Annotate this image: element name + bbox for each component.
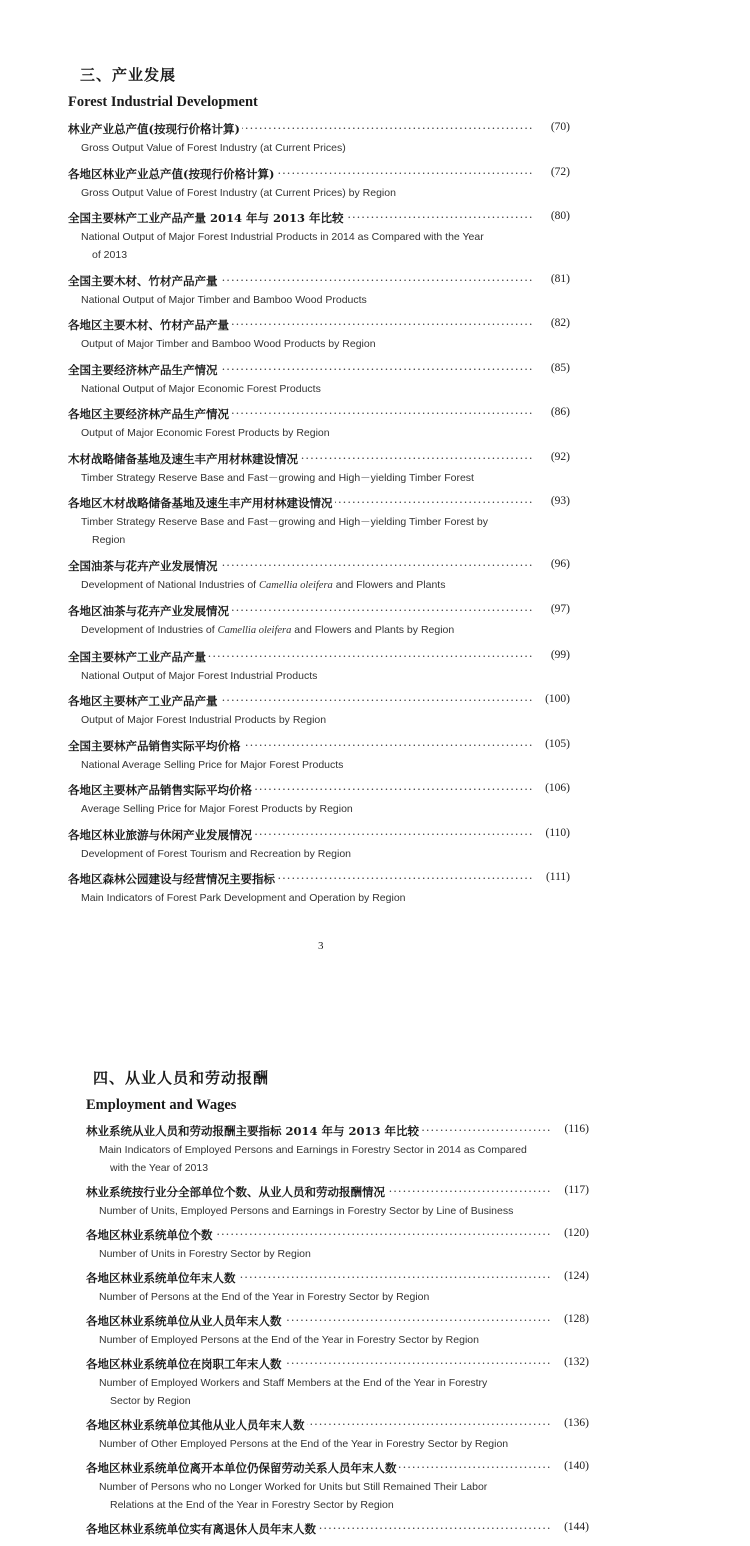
toc-entry-title-en-line1: Number of Employed Persons at the End of the Year in Forestry Sector by Region <box>99 1334 479 1346</box>
toc-entry-title-en <box>68 469 570 487</box>
toc-entry-title-en-line1: Main Indicators of Forest Park Development and Operation by Region <box>81 892 406 904</box>
toc-entry[interactable] <box>86 1123 589 1177</box>
toc-entry-title-line <box>86 1356 589 1374</box>
toc-entry-title-en-line1: National Output of Major Forest Industrial Products in 2014 as Compared with the Year <box>81 231 484 243</box>
toc-entry-title-zh: 全国主要木材、竹材产品产量 <box>68 273 218 288</box>
toc-entry-page: (132) <box>564 1356 589 1368</box>
toc-entry-page: (106) <box>545 782 570 794</box>
toc-entry-title-en <box>68 335 570 353</box>
toc-entry-title-en-line2: Region <box>92 534 126 546</box>
toc-entry-title-en-line1: National Output of Major Economic Forest Products <box>81 382 321 395</box>
toc-entry[interactable] <box>68 406 570 442</box>
toc-entry-title-line <box>68 782 570 800</box>
toc-entry[interactable] <box>68 693 570 729</box>
toc-entry-title-zh: 各地区林业产业总产值(按现行价格计算) <box>68 166 275 181</box>
toc-entry-title-line <box>68 273 570 291</box>
toc-entry-title-en-line2: with the Year of 2013 <box>110 1162 209 1174</box>
toc-entry-title-en <box>86 1435 589 1453</box>
section-title-en-employment: Employment and Wages <box>86 1097 237 1113</box>
toc-entry-title-en <box>68 184 570 202</box>
toc-entry-title-en-part: Development of Industries of <box>81 624 218 636</box>
toc-entry-title-en-line2: of 2013 <box>92 249 128 261</box>
toc-entry-title-en <box>86 1331 589 1349</box>
toc-entry[interactable] <box>68 317 570 353</box>
toc-entry-title-en <box>68 889 570 907</box>
toc-entry-title-zh: 全国主要林产工业产品产量 2014 年与 2013 年比较 <box>68 211 344 225</box>
toc-entry-title-line <box>86 1460 589 1478</box>
toc-entry[interactable] <box>68 871 570 907</box>
toc-entry[interactable] <box>68 603 570 640</box>
section-title-zh-industry: 三、产业发展 <box>80 66 177 84</box>
toc-entry-page: (144) <box>564 1521 589 1533</box>
toc-entry-title-zh: 各地区木材战略储备基地及速生丰产用材林建设情况 <box>68 496 333 510</box>
toc-entry-title-zh: 各地区林业系统单位离开本单位仍保留劳动关系人员年末人数 <box>86 1461 397 1475</box>
toc-entry-title-line <box>86 1227 589 1245</box>
toc-entry[interactable] <box>68 451 570 487</box>
toc-entry[interactable] <box>68 495 570 549</box>
toc-entry-page: (117) <box>564 1184 589 1196</box>
toc-entry-title-en <box>68 621 570 640</box>
toc-list-industry <box>68 121 570 916</box>
toc-entry[interactable] <box>86 1184 589 1220</box>
toc-entry-title-en <box>86 1202 589 1220</box>
toc-entry-page: (128) <box>564 1313 589 1325</box>
toc-entry-title-en <box>68 424 570 442</box>
toc-entry-title-en <box>68 667 570 685</box>
toc-entry[interactable] <box>86 1227 589 1263</box>
toc-entry-title-en-line2: Sector by Region <box>110 1395 191 1407</box>
toc-entry-title-zh: 全国油茶与花卉产业发展情况 <box>68 558 218 573</box>
toc-entry-title-en <box>68 139 570 157</box>
toc-entry-title-line <box>68 603 570 621</box>
toc-entry-page: (85) <box>550 361 570 374</box>
toc-entry-title-en <box>86 1245 589 1263</box>
toc-entry-title-line <box>86 1521 589 1539</box>
toc-entry[interactable] <box>68 649 570 685</box>
toc-entry-title-zh: 各地区主要木材、竹材产品产量 <box>68 318 229 332</box>
toc-entry-title-zh: 各地区林业系统单位从业人员年末人数 <box>86 1314 282 1328</box>
toc-entry-title-en <box>86 1288 589 1306</box>
toc-entry-title-line <box>68 362 570 380</box>
toc-entry-title-zh: 各地区林业系统单位其他从业人员年末人数 <box>86 1418 305 1432</box>
toc-entry-title-line <box>68 649 570 667</box>
toc-entry-title-line <box>86 1417 589 1435</box>
toc-entry-title-en-line1: Timber Strategy Reserve Base and Fast－growing and High－yielding Timber Forest <box>81 471 474 484</box>
toc-entry-title-zh: 林业产业总产值(按现行价格计算) <box>68 122 240 136</box>
toc-entry-title-line <box>68 693 570 711</box>
toc-entry-title-en-line2: Relations at the End of the Year in Forestry Sector by Region <box>110 1499 394 1511</box>
toc-entry-title-line <box>68 166 570 184</box>
toc-entry-page: (81) <box>550 272 570 285</box>
toc-entry-title-line <box>68 451 570 469</box>
toc-entry-page: (140) <box>564 1460 589 1472</box>
toc-entry[interactable] <box>68 558 570 595</box>
toc-entry-title-en-line1: Main Indicators of Employed Persons and Earnings in Forestry Sector in 2014 as Compared <box>99 1144 527 1156</box>
toc-entry-page: (111) <box>545 871 570 883</box>
toc-entry-page: (86) <box>550 406 570 418</box>
toc-entry-page: (100) <box>545 693 570 705</box>
toc-entry-page: (124) <box>564 1270 589 1282</box>
toc-entry-title-en <box>68 228 570 264</box>
toc-entry-title-en-line1: Timber Strategy Reserve Base and Fast－growing and High－yielding Timber Forest by <box>81 516 488 528</box>
toc-entry-title-en <box>68 845 570 863</box>
toc-entry-page: (72) <box>550 165 570 178</box>
toc-entry-title-zh: 各地区油茶与花卉产业发展情况 <box>68 604 229 618</box>
toc-entry-title-en-line1: Number of Persons at the End of the Year in Forestry Sector by Region <box>99 1291 430 1303</box>
toc-entry-title-line <box>68 558 570 576</box>
page-number: 3 <box>318 940 324 952</box>
toc-entry-title-zh: 各地区林业系统单位在岗职工年末人数 <box>86 1357 282 1371</box>
toc-entry-title-en-line1: National Average Selling Price for Major Forest Products <box>81 758 344 771</box>
toc-entry-title-zh: 各地区主要经济林产品生产情况 <box>68 407 229 421</box>
toc-entry-title-en <box>68 800 570 818</box>
toc-entry-title-en-line1: National Output of Major Timber and Bamboo Wood Products <box>81 293 367 306</box>
toc-entry[interactable] <box>68 273 570 309</box>
toc-entry[interactable] <box>86 1417 589 1453</box>
toc-entry-title-en-part: and Flowers and Plants <box>332 578 446 591</box>
toc-entry-title-en <box>86 1478 589 1514</box>
toc-entry-title-en <box>86 1374 589 1410</box>
toc-entry-title-en-line1: Development of Forest Tourism and Recreation by Region <box>81 847 352 860</box>
toc-entry-title-en-line1: Output of Major Economic Forest Products by Region <box>81 427 330 439</box>
toc-entry-title-en <box>68 711 570 729</box>
toc-entry-title-en-line1: Number of Persons who no Longer Worked for Units but Still Remained Their Labor <box>99 1481 488 1493</box>
toc-entry[interactable] <box>86 1313 589 1349</box>
toc-entry-title-en-line1: National Output of Major Forest Industrial Products <box>81 669 318 682</box>
toc-entry-title-en-line1: Output of Major Timber and Bamboo Wood Products by Region <box>81 338 376 350</box>
toc-entry-title-zh: 各地区林业系统单位个数 <box>86 1228 213 1242</box>
toc-entry-title-en-line1: Average Selling Price for Major Forest Products by Region <box>81 803 353 815</box>
toc-entry-title-line <box>68 827 570 845</box>
toc-entry-page: (105) <box>545 737 570 750</box>
toc-entry[interactable] <box>86 1270 589 1306</box>
toc-entry-page: (99) <box>550 648 570 661</box>
toc-entry-title-en-part: Development of National Industries of <box>81 578 260 591</box>
species-name: Camellia oleifera <box>259 579 333 591</box>
toc-list-employment <box>86 1123 589 1546</box>
toc-entry-title-en <box>68 380 570 398</box>
toc-entry-title-en-part: and Flowers and Plants by Region <box>291 624 455 636</box>
toc-entry-title-line <box>68 210 570 228</box>
toc-entry-title-zh: 林业系统按行业分全部单位个数、从业人员和劳动报酬情况 <box>86 1185 385 1199</box>
toc-entry-title-zh: 各地区森林公园建设与经营情况主要指标 <box>68 872 275 886</box>
toc-entry[interactable] <box>68 121 570 157</box>
toc-entry-page: (92) <box>550 450 570 463</box>
toc-entry[interactable] <box>68 362 570 398</box>
toc-entry-title-en <box>68 291 570 309</box>
toc-entry-page: (80) <box>550 210 570 222</box>
toc-entry-page: (97) <box>550 603 570 615</box>
toc-entry[interactable] <box>68 738 570 774</box>
toc-entry-title-zh: 林业系统从业人员和劳动报酬主要指标 2014 年与 2013 年比较 <box>86 1124 420 1138</box>
toc-entry-title-en-line1: Output of Major Forest Industrial Products by Region <box>81 714 327 726</box>
toc-entry-page: (82) <box>550 317 570 329</box>
toc-entry[interactable] <box>68 210 570 264</box>
toc-entry-title-en <box>68 576 570 595</box>
toc-entry-title-zh: 木材战略储备基地及速生丰产用材林建设情况 <box>68 451 298 466</box>
toc-entry-title-line <box>86 1184 589 1202</box>
species-name: Camellia oleifera <box>217 625 292 636</box>
toc-entry-title-zh: 各地区主要林产品销售实际平均价格 <box>68 783 252 797</box>
toc-entry-title-line <box>68 871 570 889</box>
toc-entry-title-line <box>68 406 570 424</box>
section-title-zh-employment: 四、从业人员和劳动报酬 <box>93 1069 270 1087</box>
toc-entry-title-line <box>86 1123 589 1141</box>
toc-entry-page: (116) <box>564 1123 589 1135</box>
toc-entry[interactable] <box>86 1521 589 1539</box>
toc-entry-page: (136) <box>564 1417 589 1429</box>
toc-entry-page: (70) <box>550 121 570 133</box>
section-title-en-industry: Forest Industrial Development <box>68 94 258 110</box>
toc-entry-title-line <box>68 738 570 756</box>
toc-entry-title-line <box>68 495 570 513</box>
toc-entry-page: (93) <box>550 495 570 507</box>
toc-entry-title-en-line1: Number of Units, Employed Persons and Earnings in Forestry Sector by Line of Business <box>99 1205 514 1217</box>
toc-entry[interactable] <box>68 166 570 202</box>
toc-entry-title-en-line1: Number of Other Employed Persons at the End of the Year in Forestry Sector by Region <box>99 1438 509 1450</box>
toc-entry[interactable] <box>68 827 570 863</box>
toc-entry-title-zh: 全国主要林产品销售实际平均价格 <box>68 738 241 753</box>
toc-entry-title-en-line1: Gross Output Value of Forest Industry (at Current Prices) by Region <box>81 186 396 199</box>
toc-entry-title-en <box>68 513 570 549</box>
toc-entry-title-en-line1: Gross Output Value of Forest Industry (at Current Prices) <box>81 142 346 154</box>
toc-entry-title-zh: 各地区林业旅游与休闲产业发展情况 <box>68 827 252 842</box>
toc-entry-title-line <box>86 1270 589 1288</box>
toc-entry-title-zh: 各地区林业系统单位年末人数 <box>86 1271 236 1285</box>
toc-entry-title-zh: 各地区林业系统单位实有离退休人员年末人数 <box>86 1522 316 1536</box>
toc-entry-title-en <box>68 756 570 774</box>
toc-entry-page: (96) <box>550 557 570 570</box>
toc-entry-title-en-line1: Number of Units in Forestry Sector by Region <box>99 1248 311 1260</box>
toc-entry-title-zh: 全国主要林产工业产品产量 <box>68 649 206 664</box>
toc-entry-title-line <box>86 1313 589 1331</box>
toc-entry-title-en-line1: Number of Employed Workers and Staff Members at the End of the Year in Forestry <box>99 1377 488 1389</box>
toc-entry[interactable] <box>68 782 570 818</box>
toc-entry-title-line <box>68 121 570 139</box>
toc-entry-page: (110) <box>545 826 570 839</box>
toc-entry[interactable] <box>86 1356 589 1410</box>
toc-entry[interactable] <box>86 1460 589 1514</box>
toc-entry-title-zh: 各地区主要林产工业产品产量 <box>68 694 218 708</box>
toc-entry-title-en <box>86 1141 589 1177</box>
toc-entry-title-line <box>68 317 570 335</box>
toc-entry-title-zh: 全国主要经济林产品生产情况 <box>68 362 218 377</box>
toc-entry-page: (120) <box>564 1227 589 1239</box>
